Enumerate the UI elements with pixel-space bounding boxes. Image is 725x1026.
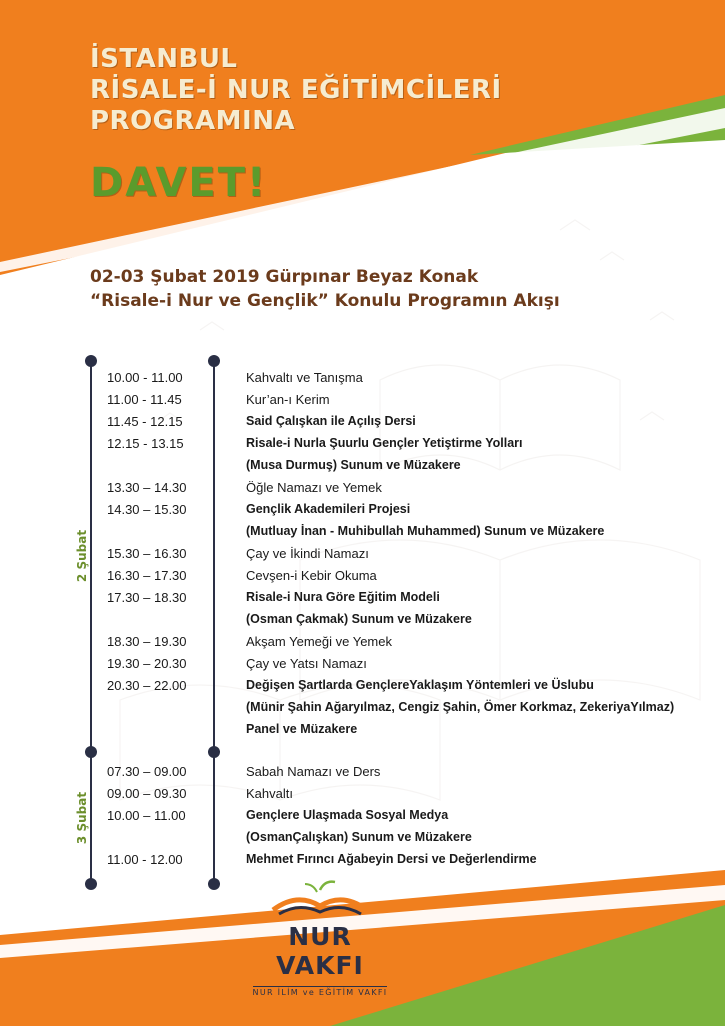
schedule-time: 14.30 – 15.30 bbox=[107, 502, 187, 517]
title-line-1: İSTANBUL bbox=[90, 44, 238, 74]
schedule-activity: Sabah Namazı ve Ders bbox=[246, 764, 381, 779]
logo-subtitle: NUR İLİM ve EĞİTİM VAKFI bbox=[252, 988, 388, 997]
open-book-logo-icon bbox=[265, 880, 375, 916]
timeline-line bbox=[90, 361, 92, 884]
timeline-dot bbox=[208, 746, 220, 758]
schedule-activity: Kur’an-ı Kerim bbox=[246, 392, 330, 407]
schedule-activity: Çay ve İkindi Namazı bbox=[246, 546, 369, 561]
schedule-activity: Risale-i Nura Göre Eğitim Modeli bbox=[246, 590, 440, 604]
program-subtitle bbox=[90, 265, 560, 313]
schedule-activity: Değişen Şartlarda GençlereYaklaşım Yöntemleri ve Üslubu bbox=[246, 678, 594, 692]
schedule-time: 11.00 - 11.45 bbox=[107, 392, 182, 407]
timeline-dot bbox=[85, 355, 97, 367]
schedule-time: 17.30 – 18.30 bbox=[107, 590, 187, 605]
title-line-3: PROGRAMINA bbox=[90, 106, 296, 136]
schedule-activity: Risale-i Nurla Şuurlu Gençler Yetiştirme Yolları bbox=[246, 436, 523, 450]
nur-vakfi-logo bbox=[245, 880, 395, 999]
schedule-activity: Panel ve Müzakere bbox=[246, 722, 358, 736]
schedule-activity: Gençlere Ulaşmada Sosyal Medya bbox=[246, 808, 449, 822]
schedule-time: 16.30 – 17.30 bbox=[107, 568, 187, 583]
schedule-activity: Said Çalışkan ile Açılış Dersi bbox=[246, 414, 416, 428]
program-title bbox=[90, 44, 502, 137]
schedule-time: 11.00 - 12.00 bbox=[107, 852, 183, 867]
day-label: 2 Şubat bbox=[75, 529, 89, 583]
schedule-activity: Kahvaltı bbox=[246, 786, 293, 801]
timeline-dot bbox=[208, 355, 220, 367]
subtitle-topic: “Risale-i Nur ve Gençlik” Konulu Programın Akışı bbox=[90, 291, 560, 311]
day-label: 3 Şubat bbox=[75, 791, 89, 845]
schedule-time: 11.45 - 12.15 bbox=[107, 414, 183, 429]
schedule-time: 10.00 - 11.00 bbox=[107, 370, 183, 385]
schedule-activity: Öğle Namazı ve Yemek bbox=[246, 480, 382, 495]
schedule-activity: Gençlik Akademileri Projesi bbox=[246, 502, 411, 516]
schedule-time: 07.30 – 09.00 bbox=[107, 764, 187, 779]
logo-name: NUR VAKFI bbox=[276, 922, 364, 980]
schedule-time: 10.00 – 11.00 bbox=[107, 808, 186, 823]
timeline-dot bbox=[85, 878, 97, 890]
schedule-time: 09.00 – 09.30 bbox=[107, 786, 187, 801]
schedule-activity: (Münir Şahin Ağaryılmaz, Cengiz Şahin, Ömer Korkmaz, ZekeriyaYılmaz) bbox=[246, 700, 675, 714]
title-line-2: RİSALE-İ NUR EĞİTİMCİLERİ bbox=[90, 75, 502, 105]
schedule-activity: Mehmet Fırıncı Ağabeyin Dersi ve Değerlendirme bbox=[246, 852, 537, 866]
schedule-activity: Kahvaltı ve Tanışma bbox=[246, 370, 363, 385]
schedule-activity: Cevşen-i Kebir Okuma bbox=[246, 568, 377, 583]
schedule-time: 12.15 - 13.15 bbox=[107, 436, 184, 451]
timeline-dot bbox=[208, 878, 220, 890]
schedule-time: 15.30 – 16.30 bbox=[107, 546, 187, 561]
schedule-time: 18.30 – 19.30 bbox=[107, 634, 187, 649]
subtitle-date-location: 02-03 Şubat 2019 Gürpınar Beyaz Konak bbox=[90, 267, 479, 287]
invitation-heading: DAVET! bbox=[90, 160, 268, 206]
schedule-activity: Çay ve Yatsı Namazı bbox=[246, 656, 367, 671]
schedule-time: 13.30 – 14.30 bbox=[107, 480, 187, 495]
timeline-line bbox=[213, 361, 215, 884]
schedule-activity: (Musa Durmuş) Sunum ve Müzakere bbox=[246, 458, 461, 472]
schedule-activity: (Mutluay İnan - Muhibullah Muhammed) Sunum ve Müzakere bbox=[246, 524, 605, 538]
schedule-activity: (OsmanÇalışkan) Sunum ve Müzakere bbox=[246, 830, 472, 844]
schedule-activity: (Osman Çakmak) Sunum ve Müzakere bbox=[246, 612, 472, 626]
schedule-time: 20.30 – 22.00 bbox=[107, 678, 187, 693]
schedule-time: 19.30 – 20.30 bbox=[107, 656, 187, 671]
timeline-dot bbox=[85, 746, 97, 758]
schedule-activity: Akşam Yemeği ve Yemek bbox=[246, 634, 392, 649]
